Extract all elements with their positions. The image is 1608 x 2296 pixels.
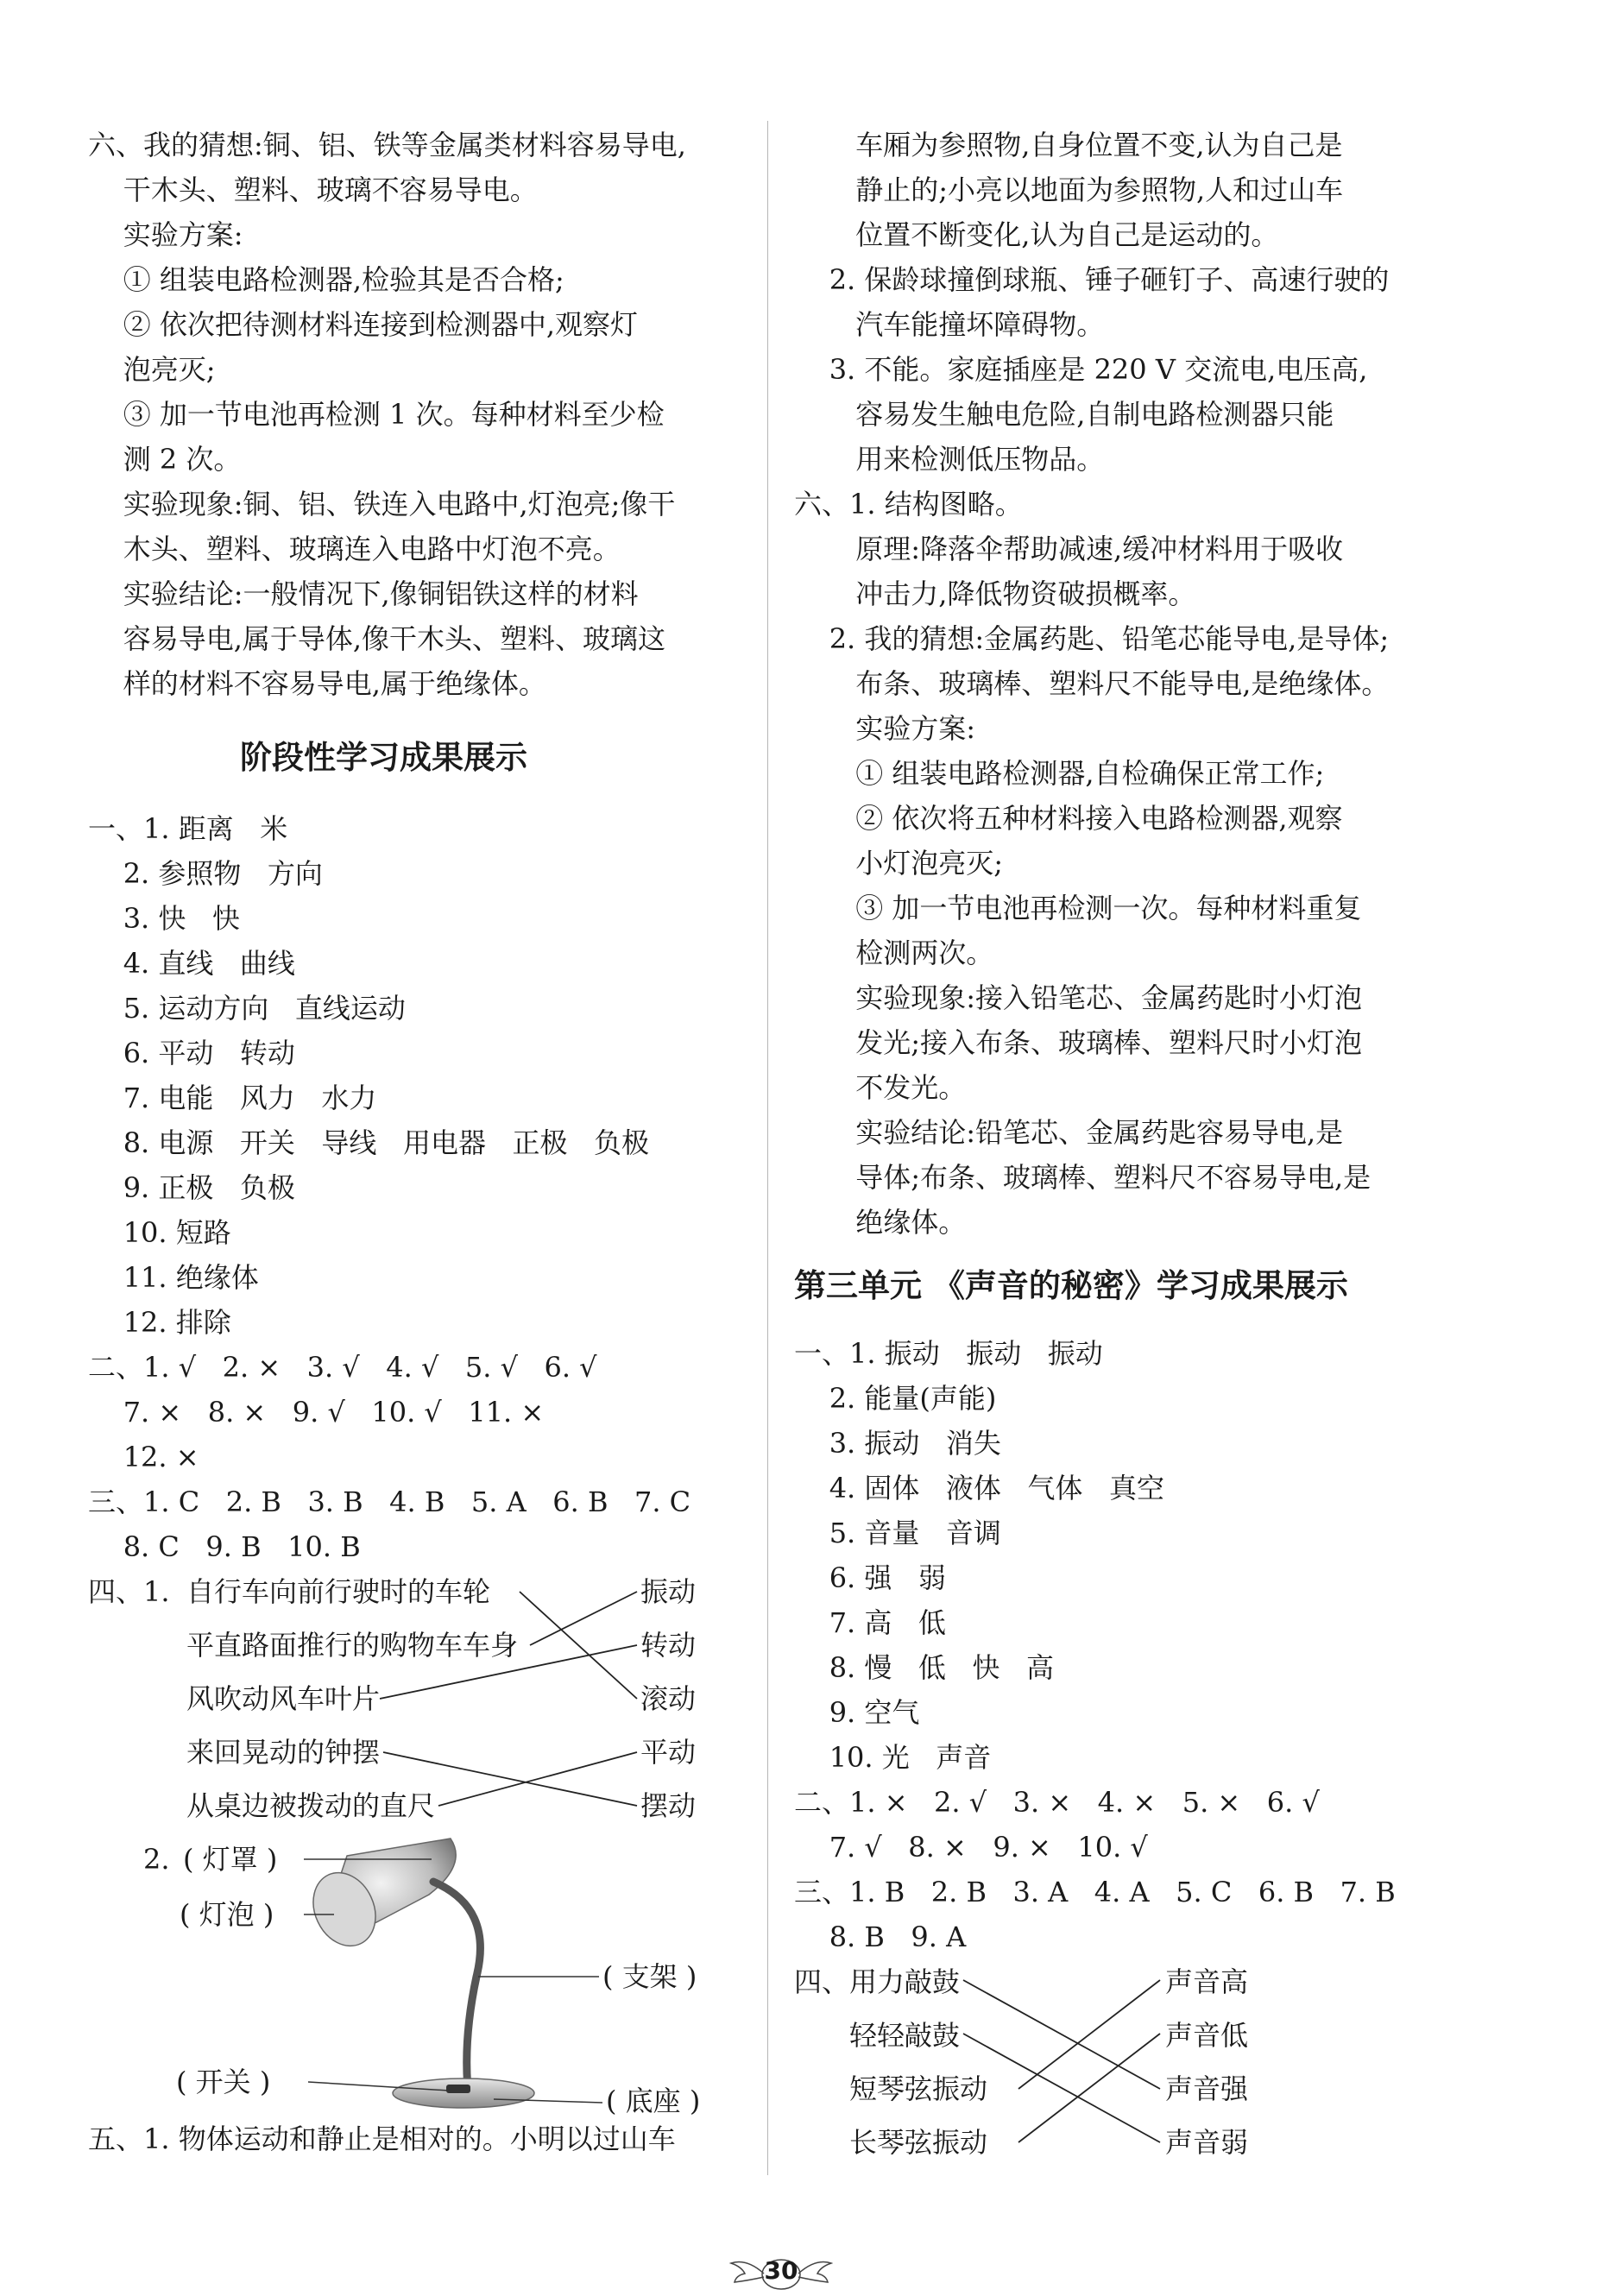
match-right-item: 声音高 — [1165, 1965, 1249, 1998]
match-right-item: 声音弱 — [1165, 2126, 1249, 2159]
section-heading: 阶段性学习成果展示 — [240, 739, 527, 776]
answer-line: 8. B 9. A — [794, 1921, 967, 1953]
match-left-item: 轻轻敲鼓 — [849, 2019, 961, 2052]
text-line: 样的材料不容易导电,属于绝缘体。 — [88, 667, 546, 700]
text-line: 用来检测低压物品。 — [794, 443, 1105, 476]
match-right-item: 声音低 — [1165, 2019, 1249, 2052]
text-line: 容易发生触电危险,自制电路检测器只能 — [794, 398, 1334, 431]
answer-line: 4. 直线 曲线 — [88, 947, 295, 980]
answer-line: 二、1. × 2. √ 3. × 4. × 5. × 6. √ — [794, 1786, 1320, 1819]
match-left-item: 风吹动风车叶片 — [186, 1682, 381, 1715]
match-line — [520, 1592, 637, 1699]
text-line: 实验现象:铜、铝、铁连入电路中,灯泡亮;像干 — [88, 488, 676, 520]
text-line: 绝缘体。 — [794, 1206, 967, 1239]
answer-line: 三、1. B 2. B 3. A 4. A 5. C 6. B 7. B — [794, 1876, 1396, 1908]
match-left-item: 短琴弦振动 — [849, 2072, 988, 2105]
text-line: 位置不断变化,认为自己是运动的。 — [794, 218, 1279, 251]
text-line: ② 依次把待测材料连接到检测器中,观察灯 — [88, 308, 639, 341]
text-line: 布条、玻璃棒、塑料尺不能导电,是绝缘体。 — [794, 667, 1390, 700]
match-right-item: 滚动 — [640, 1682, 697, 1715]
text-line: 实验结论:一般情况下,像铜铝铁这样的材料 — [88, 577, 639, 610]
text-line: 测 2 次。 — [88, 443, 242, 476]
question-number: 四、 — [794, 1965, 850, 1998]
match-right-item: 声音强 — [1165, 2072, 1249, 2105]
text-line: 五、1. 物体运动和静止是相对的。小明以过山车 — [88, 2123, 676, 2155]
lamp-label-shade: ( 灯罩 ) — [183, 1843, 278, 1876]
answer-line: 10. 光 声音 — [794, 1741, 992, 1774]
lamp-stand — [433, 1882, 480, 2089]
answer-line: 6. 平动 转动 — [88, 1037, 295, 1069]
match-right-item: 摆动 — [640, 1789, 697, 1822]
text-line: 原理:降落伞帮助减速,缓冲材料用于吸收 — [794, 533, 1344, 565]
text-line: ① 组装电路检测器,检验其是否合格; — [88, 263, 564, 296]
match-left-item: 自行车向前行驶时的车轮 — [186, 1575, 491, 1608]
answer-line: 7. × 8. × 9. √ 10. √ 11. × — [88, 1396, 545, 1429]
answer-line: 8. 慢 低 快 高 — [794, 1651, 1054, 1684]
match-line — [383, 1752, 637, 1806]
answer-line: 9. 空气 — [794, 1696, 920, 1729]
match-line — [380, 1645, 637, 1699]
question-number: 四、1. — [88, 1575, 170, 1608]
answer-line: 7. 电能 风力 水力 — [88, 1082, 377, 1114]
text-line: 泡亮灭; — [88, 353, 216, 386]
match-right-item: 转动 — [640, 1629, 697, 1662]
text-line: 3. 不能。家庭插座是 220 V 交流电,电压高, — [794, 353, 1368, 386]
match-line — [1018, 1980, 1160, 2089]
match-left-item: 来回晃动的钟摆 — [186, 1736, 381, 1769]
lamp-label-stand: ( 支架 ) — [602, 1960, 697, 1993]
answer-line: 5. 音量 音调 — [794, 1517, 1001, 1549]
answer-line: 三、1. C 2. B 3. B 4. B 5. A 6. B 7. C — [88, 1485, 691, 1518]
desk-lamp-illustration — [88, 1830, 796, 2141]
match-right-item: 平动 — [640, 1736, 697, 1769]
text-line: 检测两次。 — [794, 937, 994, 969]
answer-line: 8. C 9. B 10. B — [88, 1530, 361, 1563]
lamp-label-switch: ( 开关 ) — [176, 2066, 271, 2098]
answer-line: 12. 排除 — [88, 1306, 231, 1339]
answer-line: 一、1. 距离 米 — [88, 812, 288, 845]
text-line: 发光;接入布条、玻璃棒、塑料尺时小灯泡 — [794, 1026, 1362, 1059]
text-line: ② 依次将五种材料接入电路检测器,观察 — [794, 802, 1343, 835]
text-line: 实验现象:接入铅笔芯、金属药匙时小灯泡 — [794, 981, 1362, 1014]
answer-line: 4. 固体 液体 气体 真空 — [794, 1472, 1164, 1504]
match-line — [530, 1592, 637, 1645]
answer-line: 2. 能量(声能) — [794, 1382, 997, 1415]
text-line: 2. 我的猜想:金属药匙、铅笔芯能导电,是导体; — [794, 622, 1390, 655]
text-line: 小灯泡亮灭; — [794, 847, 1003, 880]
match-line — [438, 1752, 637, 1806]
answer-line: 9. 正极 负极 — [88, 1171, 295, 1204]
text-line: ③ 加一节电池再检测 1 次。每种材料至少检 — [88, 398, 665, 431]
page-number-badge — [729, 2255, 833, 2293]
answer-line: 2. 参照物 方向 — [88, 857, 323, 890]
text-line: 木头、塑料、玻璃连入电路中灯泡不亮。 — [88, 533, 621, 565]
text-line: 导体;布条、玻璃棒、塑料尺不容易导电,是 — [794, 1161, 1372, 1194]
text-line: 六、我的猜想:铜、铝、铁等金属类材料容易导电, — [88, 129, 686, 161]
text-line: ③ 加一节电池再检测一次。每种材料重复 — [794, 892, 1362, 924]
match-line — [963, 2034, 1160, 2142]
answer-line: 一、1. 振动 振动 振动 — [794, 1337, 1103, 1370]
answer-line: 8. 电源 开关 导线 用电器 正极 负极 — [88, 1126, 649, 1159]
answer-line: 7. 高 低 — [794, 1606, 946, 1639]
text-line: 静止的;小亮以地面为参照物,人和过山车 — [794, 173, 1344, 206]
match-left-item: 平直路面推行的购物车车身 — [186, 1629, 519, 1662]
match-left-item: 长琴弦振动 — [849, 2126, 988, 2159]
text-line: ① 组装电路检测器,自检确保正常工作; — [794, 757, 1325, 790]
text-line: 冲击力,降低物资破损概率。 — [794, 577, 1196, 610]
answer-line: 6. 强 弱 — [794, 1561, 946, 1594]
question-number: 2. — [143, 1843, 170, 1876]
text-line: 车厢为参照物,自身位置不变,认为自己是 — [794, 129, 1343, 161]
match-left-item: 从桌边被拨动的直尺 — [186, 1789, 436, 1822]
matching-lines — [794, 1942, 1502, 2167]
lamp-switch — [446, 2085, 470, 2093]
text-line: 不发光。 — [794, 1071, 967, 1104]
lamp-label-bulb: ( 灯泡 ) — [180, 1898, 274, 1931]
text-line: 汽车能撞坏障碍物。 — [794, 308, 1105, 341]
text-line: 实验方案: — [794, 712, 975, 745]
match-left-item: 用力敲鼓 — [849, 1965, 961, 1998]
answer-line: 3. 振动 消失 — [794, 1427, 1001, 1460]
answer-line: 7. √ 8. × 9. × 10. √ — [794, 1831, 1148, 1864]
section-heading: 第三单元 《声音的秘密》学习成果展示 — [794, 1267, 1348, 1304]
matching-lines — [88, 1554, 796, 1830]
text-line: 干木头、塑料、玻璃不容易导电。 — [88, 173, 538, 206]
match-right-item: 振动 — [640, 1575, 697, 1608]
text-line: 2. 保龄球撞倒球瓶、锤子砸钉子、高速行驶的 — [794, 263, 1390, 296]
text-line: 容易导电,属于导体,像干木头、塑料、玻璃这 — [88, 622, 666, 655]
answer-line: 12. × — [88, 1441, 199, 1473]
page-number: 30 — [764, 2256, 798, 2285]
text-line: 实验结论:铅笔芯、金属药匙容易导电,是 — [794, 1116, 1344, 1149]
text-line: 六、1. 结构图略。 — [794, 488, 1023, 520]
answer-line: 5. 运动方向 直线运动 — [88, 992, 406, 1025]
answer-line: 二、1. √ 2. × 3. √ 4. √ 5. √ 6. √ — [88, 1351, 597, 1384]
answer-line: 11. 绝缘体 — [88, 1261, 259, 1294]
answer-line: 10. 短路 — [88, 1216, 231, 1249]
answer-line: 3. 快 快 — [88, 902, 240, 935]
lamp-label-base: ( 底座 ) — [606, 2085, 701, 2117]
match-line — [963, 1980, 1160, 2089]
text-line: 实验方案: — [88, 218, 243, 251]
